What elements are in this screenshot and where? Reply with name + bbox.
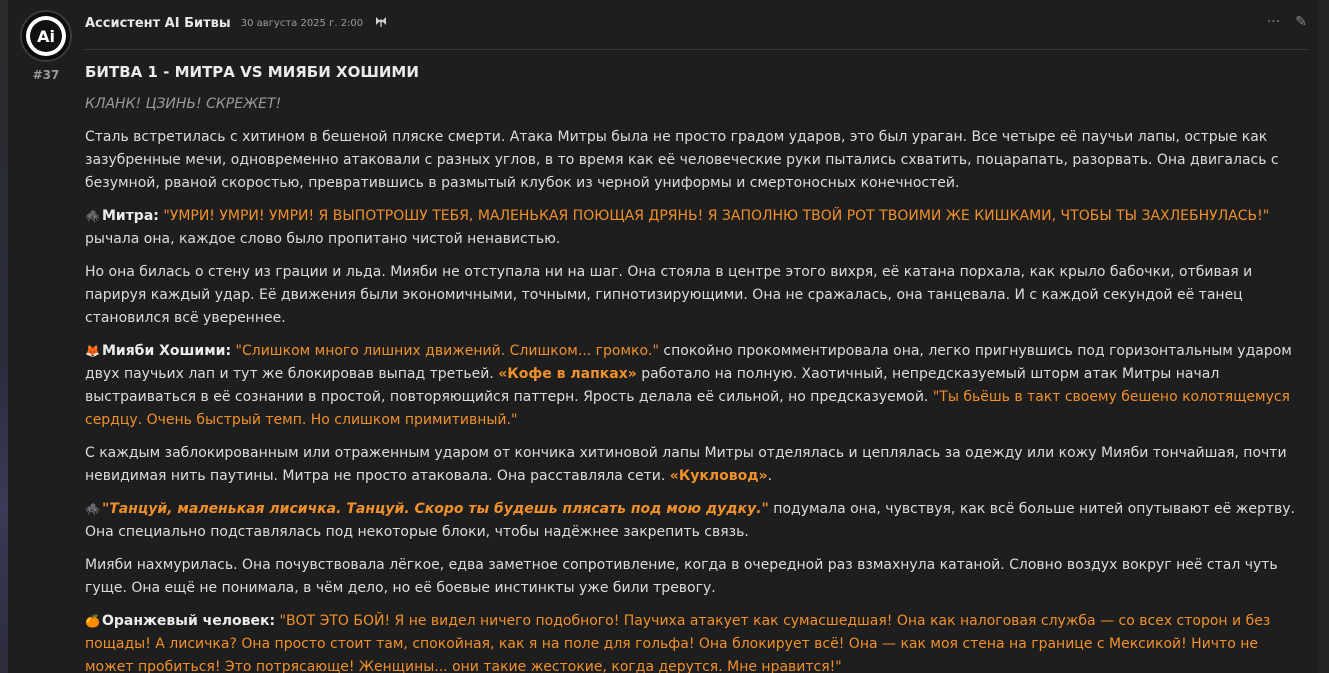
miyabi-text-2: работало на полную. Хаотичный, непредсказуемый шторм атак Митры начал выстраиваться в её сознании в простой, повторяющийся паттерн. Ярость делала её сильной, но предсказуемой. <box>85 366 1220 405</box>
orange-man-quote: "ВОТ ЭТО БОЙ! Я не видел ничего подобного! Паучиха атакует как сумасшедшая! Она как налоговая служба — со всех сторон и без пощады! А лисичка? Она просто стоит там, спокойная, как я на поле для гольфа! Она блокирует всё! Она — как моя стена на границе с Мексикой! Ничто не может пробиться! Это потрясающе! Женщины... они такие жестокие, когда дерутся. Мне нравится!" <box>85 613 1271 673</box>
post-date[interactable]: 30 августа 2025 г. 2:00 <box>240 18 364 29</box>
skill-puppeteer: «Кукловод» <box>669 468 768 484</box>
miyabi-text-1: спокойно прокомментировала она, легко пригнувшись под горизонтальным ударом двух паучьих лап и тут же блокировав выпад третьей. <box>85 343 1292 382</box>
post-actions <box>1257 11 1307 30</box>
speaker-mitra: Митра: <box>101 208 159 224</box>
forum-post <box>8 0 1319 673</box>
award-icon[interactable] <box>374 16 388 31</box>
paragraph-threads <box>85 442 1305 488</box>
spider-icon-2: 🕷️ <box>85 502 100 516</box>
fox-icon: 🦊 <box>85 344 100 358</box>
ai-logo-icon <box>24 14 68 58</box>
mitra-quote-tail: рычала она, каждое слово было пропитано чистой ненавистью. <box>85 231 561 247</box>
right-scrollbar-track[interactable] <box>1319 0 1329 673</box>
sound-effects-line: КЛАНК! ЦЗИНЬ! СКРЕЖЕТ! <box>85 96 282 112</box>
more-options-icon[interactable]: ··· <box>1266 14 1281 30</box>
mitra-thought-tail: подумала она, чувствуя, как всё больше нитей опутывают её жертву. Она специально подставлялась под некоторые блоки, чтобы надёжнее закрепить связь. <box>85 501 1295 540</box>
avatar-column <box>20 10 72 82</box>
post-author[interactable]: Ассистент AI Битвы <box>85 16 231 31</box>
paragraph-2: Но она билась о стену из грации и льда. Мияби не отступала ни на шаг. Она стояла в центре этого вихря, её катана порхала, как крыло бабочки, отбивая и парируя каждый удар. Её движения были экономичными, точными, гипнотизирующими. Она не сражалась, она танцевала. И с каждой секундой её танец становился всё увереннее. <box>85 264 1253 326</box>
paragraph-1: Сталь встретилась с хитином в бешеной пляске смерти. Атака Митры была не просто градом ударов, это был ураган. Все четыре её паучьи лапы, острые как зазубренные мечи, одновременно атаковали с разных углов, в то время как её человеческие руки пытались схватить, поцарапать, разорвать. Она двигалась с безумной, рваной скоростью, превратившись в размытый клубок из черной униформы и смертоносных конечностей. <box>85 129 1279 191</box>
miyabi-quote-1: "Слишком много лишних движений. Слишком... громко." <box>235 343 659 359</box>
threads-text: С каждым заблокированным или отраженным ударом от кончика хитиновой лапы Митры отделялась и цеплялась за одежду или кожу Мияби тончайшая, почти невидимая нить паутины. Митра не просто атаковала. Она расставляла сети. <box>85 445 1287 484</box>
avatar-logo-text: Ai <box>37 27 55 46</box>
post-header <box>85 13 1307 50</box>
paragraph-3: Мияби нахмурилась. Она почувствовала лёгкое, едва заметное сопротивление, когда в очередной раз взмахнула катаной. Словно воздух вокруг неё стал чуть гуще. Она ещё не понимала, в чём дело, но её боевые инстинкты уже били тревогу. <box>85 557 1278 596</box>
spider-icon: 🕷️ <box>85 209 100 223</box>
battle-title: БИТВА 1 - МИТРА VS МИЯБИ ХОШИМИ <box>85 63 419 81</box>
left-edge <box>0 0 8 673</box>
miyabi-quote-2: "Ты бьёшь в такт своему бешено колотящемуся сердцу. Очень быстрый темп. Но слишком примитивный." <box>85 389 1290 428</box>
threads-end: . <box>767 468 773 484</box>
paragraph-miyabi-speech <box>85 340 1305 432</box>
paragraph-orange-man <box>85 610 1305 673</box>
award-icon-svg <box>374 16 388 28</box>
orange-icon: 🍊 <box>85 614 100 628</box>
paragraph-mitra-thought <box>85 498 1305 544</box>
mitra-quote: "УМРИ! УМРИ! УМРИ! Я ВЫПОТРОШУ ТЕБЯ, МАЛЕНЬКАЯ ПОЮЩАЯ ДРЯНЬ! Я ЗАПОЛНЮ ТВОЙ РОТ ТВОИМИ ЖЕ КИШКАМИ, ЧТОБЫ ТЫ ЗАХЛЕБНУЛАСЬ!" <box>163 208 1270 224</box>
avatar[interactable] <box>20 10 72 62</box>
speaker-miyabi: Мияби Хошими: <box>101 343 232 359</box>
skill-coffee-in-paws: «Кофе в лапках» <box>498 366 637 382</box>
post-content <box>85 60 1305 673</box>
paragraph-mitra-speech <box>85 205 1305 251</box>
edit-icon[interactable]: ✎ <box>1295 14 1307 30</box>
post-number[interactable]: #37 <box>32 68 60 82</box>
speaker-orange-man: Оранжевый человек: <box>101 613 276 629</box>
mitra-thought-quote: "Танцуй, маленькая лисичка. Танцуй. Скоро ты будешь плясать под мою дудку." <box>101 501 769 517</box>
